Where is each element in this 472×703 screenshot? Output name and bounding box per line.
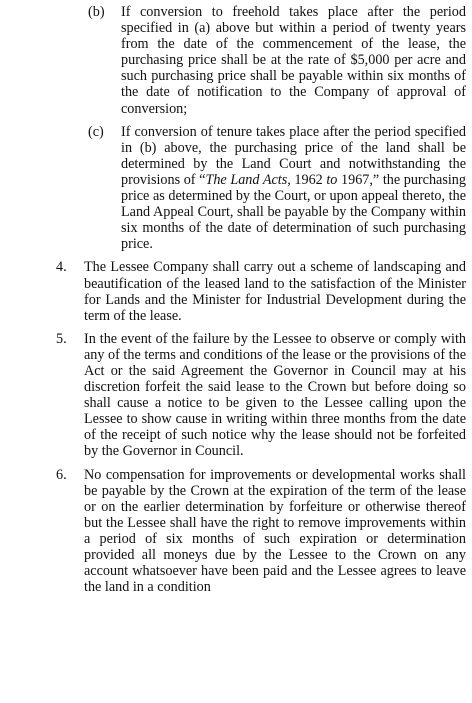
clause-c-act-title: The Land Acts [205,171,288,188]
clause-b-text: If conversion to freehold takes place after the period specified in (a) above but within a period of twenty years from the date of the commencement of the lease, the purchasing price shall be at the rate of $5,000 per acre and such purchasing price shall be payable within six months of the date of notification to the Company of approval of conversion; [121,4,466,117]
clause-c-text-middle: , 1962 [287,171,327,188]
document-page [0,4,472,602]
clause-c [0,124,472,253]
clause-5-label: 5. [56,330,67,347]
clause-4 [0,259,472,323]
clause-4-label: 4. [56,259,67,276]
clause-6-label: 6. [56,466,67,483]
clause-4-text: The Lessee Company shall carry out a scheme of landscaping and beautification of the leased land to the satisfaction of the Minister for Lands and the Minister for Industrial Development during the term of the lease. [84,259,466,324]
clause-5 [0,331,472,460]
clause-6-text: No compensation for improvements or developmental works shall be payable by the Crown at the expiration of the term of the lease or on the earlier determination by forfeiture or otherwise thereof but the Lessee shall have the right to remove improvements within a period of six months of such expiration or determination provided all moneys due by the Lessee to the Crown on any account whatsoever have been paid and the Lessee agrees to leave the land in a condition [84,466,466,596]
clause-c-text-before: If conversion of tenure takes place after the period specified in (b) above, the purchasing price of the land shall be determined by the Land Court and notwithstanding the provisions of “ [121,123,466,188]
clause-5-text: In the event of the failure by the Lessee to observe or comply with any of the terms and conditions of the lease or the provisions of the Act or the said Agreement the Governor in Council may at his discretion forfeit the said lease to the Crown but before doing so shall cause a notice to be given to the Lessee calling upon the Lessee to show cause in writing within three months from the date of the receipt of such notice why the lease should not be forfeited by the Governor in Council. [84,330,466,460]
clause-6 [0,467,472,596]
clause-b-label: (b) [88,4,105,20]
clause-c-text-after: 1967,” the purchasing price as determined by the Court, or upon appeal thereto, the Land Appeal Court, shall be payable by the Company within six months of the date of determination of such purchasing price. [121,171,466,253]
clause-b [0,4,472,117]
clause-c-label: (c) [88,123,104,140]
clause-c-act-to: to [326,171,338,188]
